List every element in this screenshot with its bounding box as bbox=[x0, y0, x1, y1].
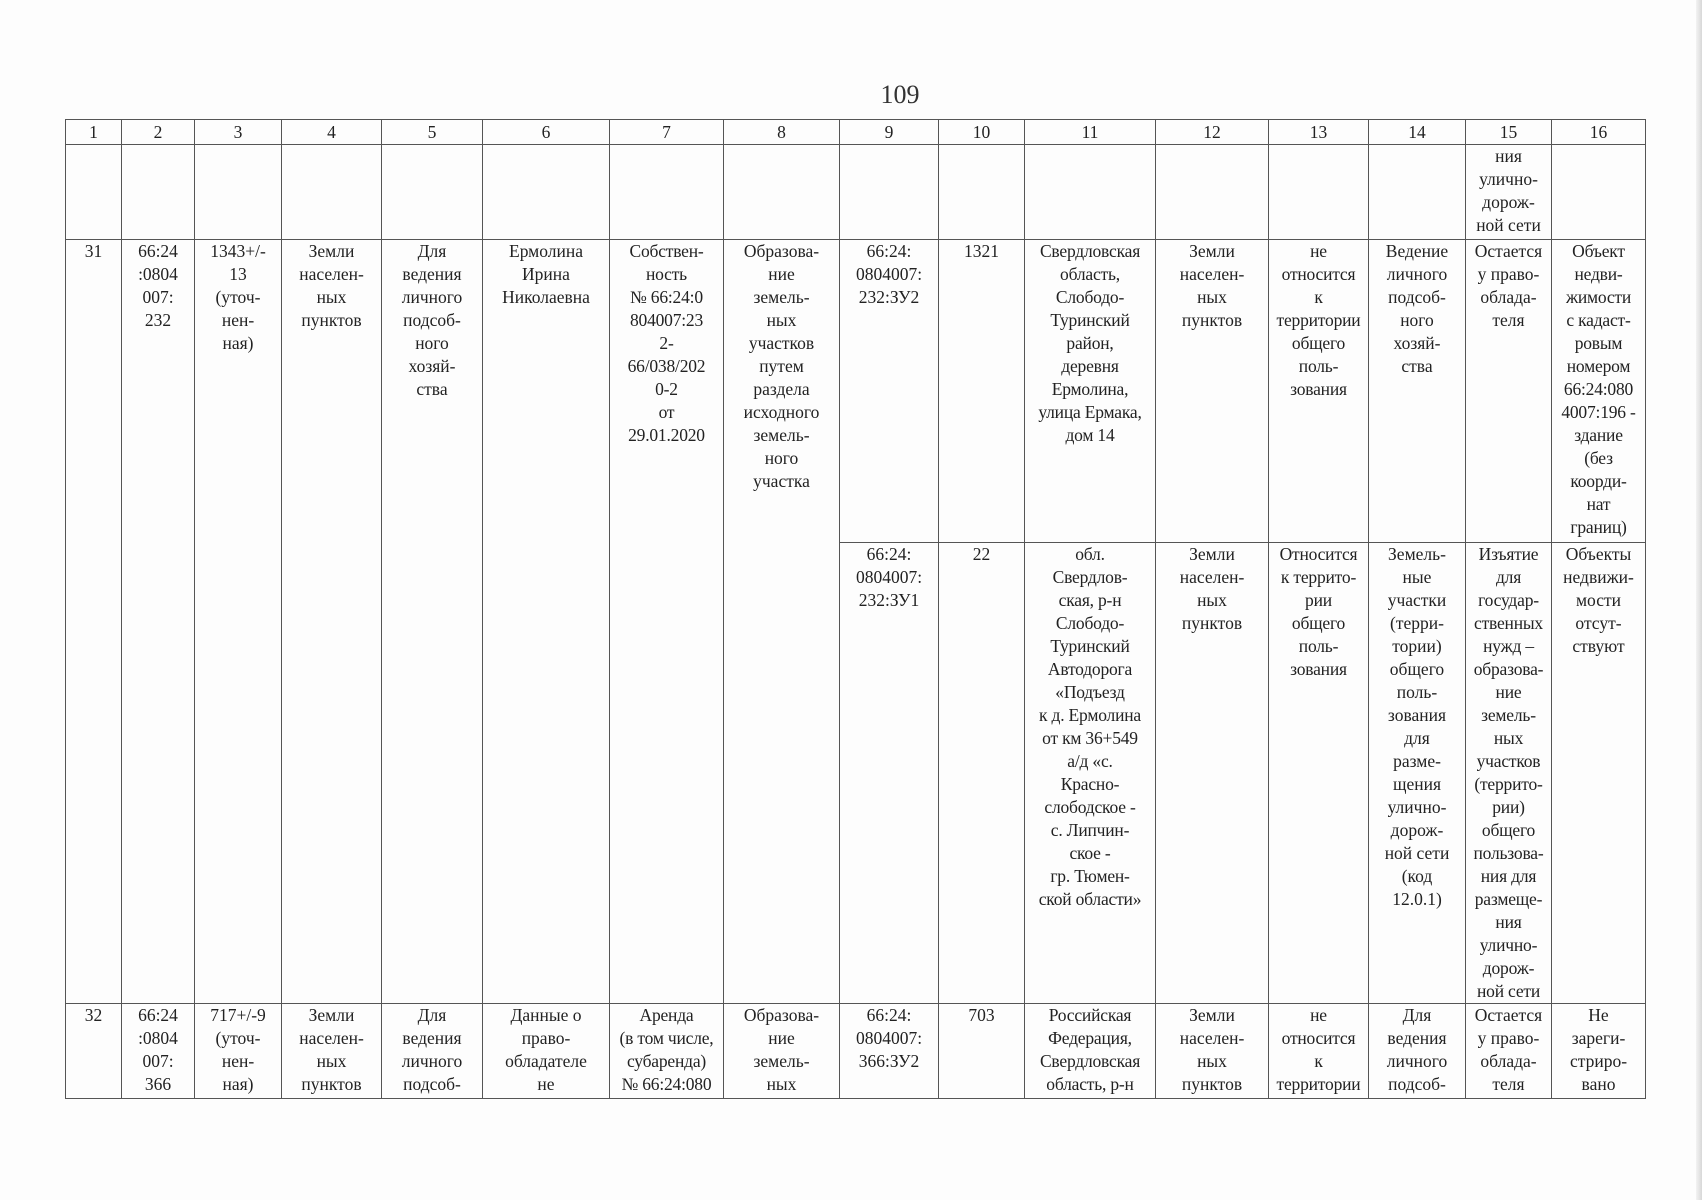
new-land-category: Земли населен- ных пунктов bbox=[1156, 240, 1269, 543]
real-estate-objects: Не зареги- стриро- вано bbox=[1552, 1004, 1646, 1099]
table-cell bbox=[1025, 145, 1156, 240]
column-number: 12 bbox=[1156, 120, 1269, 145]
table-cell bbox=[382, 145, 483, 240]
plot-fate: Изъятие для государ- ственных нужд – образова- ние земель- ных участков (террито- рии) общего пользова- ния для размеще- ния улично- дорож- ной сети bbox=[1466, 543, 1552, 1004]
public-territory-status: не относится к территории bbox=[1269, 1004, 1369, 1099]
permitted-use: Для ведения личного подсоб- ного хозяй- ства bbox=[382, 240, 483, 1004]
right-record: Аренда (в том числе, субаренда) № 66:24:080 bbox=[610, 1004, 724, 1099]
plot-fate: Остается у право- облада- теля bbox=[1466, 240, 1552, 543]
column-number: 7 bbox=[610, 120, 724, 145]
row-number: 32 bbox=[66, 1004, 122, 1099]
address: Российская Федерация, Свердловская область, р-н bbox=[1025, 1004, 1156, 1099]
real-estate-objects: Объект недви- жимости с кадаст- ровым номером 66:24:080 4007:196 - здание (без коорди- нат границ) bbox=[1552, 240, 1646, 543]
column-number-row bbox=[66, 120, 1646, 145]
column-number: 10 bbox=[939, 120, 1025, 145]
table-cell bbox=[840, 145, 939, 240]
new-plot-number: 66:24: 0804007: 366:ЗУ2 bbox=[840, 1004, 939, 1099]
table-cell bbox=[1156, 145, 1269, 240]
right-record: Собствен- ность № 66:24:0 804007:23 2- 66/038/202 0-2 от 29.01.2020 bbox=[610, 240, 724, 1004]
table-row-32 bbox=[66, 1004, 1646, 1099]
column-number: 8 bbox=[724, 120, 840, 145]
column-number: 15 bbox=[1466, 120, 1552, 145]
scan-edge bbox=[1696, 0, 1702, 1200]
row-number: 31 bbox=[66, 240, 122, 1004]
table-cell bbox=[483, 145, 610, 240]
column-number: 2 bbox=[122, 120, 195, 145]
continuation-row bbox=[66, 145, 1646, 240]
column-number: 6 bbox=[483, 120, 610, 145]
new-plot-area: 1321 bbox=[939, 240, 1025, 543]
table-cell bbox=[1552, 145, 1646, 240]
plot-fate: Остается у право- облада- теля bbox=[1466, 1004, 1552, 1099]
new-plot-area: 703 bbox=[939, 1004, 1025, 1099]
formation-method: Образова- ние земель- ных участков путем раздела исходного земель- ного участка bbox=[724, 240, 840, 1004]
column-number: 14 bbox=[1369, 120, 1466, 145]
cadastral-number: 66:24 :0804 007: 232 bbox=[122, 240, 195, 1004]
new-plot-number: 66:24: 0804007: 232:ЗУ2 bbox=[840, 240, 939, 543]
cadastral-number: 66:24 :0804 007: 366 bbox=[122, 1004, 195, 1099]
column-number: 4 bbox=[282, 120, 382, 145]
land-category: Земли населен- ных пунктов bbox=[282, 1004, 382, 1099]
new-land-category: Земли населен- ных пунктов bbox=[1156, 543, 1269, 1004]
real-estate-objects: Объекты недвижи- мости отсут- ствуют bbox=[1552, 543, 1646, 1004]
public-territory-status: не относится к территории общего поль- зования bbox=[1269, 240, 1369, 543]
new-permitted-use: Для ведения личного подсоб- bbox=[1369, 1004, 1466, 1099]
right-holder: Данные о право- обладателе не bbox=[483, 1004, 610, 1099]
table-cell bbox=[610, 145, 724, 240]
table-cell bbox=[195, 145, 282, 240]
new-plot-number: 66:24: 0804007: 232:ЗУ1 bbox=[840, 543, 939, 1004]
column-number: 3 bbox=[195, 120, 282, 145]
new-permitted-use: Ведение личного подсоб- ного хозяй- ства bbox=[1369, 240, 1466, 543]
public-territory-status: Относится к террито- рии общего поль- зования bbox=[1269, 543, 1369, 1004]
new-permitted-use: Земель- ные участки (терри- тории) общего поль- зования для разме- щения улично- дорож- ной сети (код 12.0.1) bbox=[1369, 543, 1466, 1004]
table-cell bbox=[724, 145, 840, 240]
column-number: 1 bbox=[66, 120, 122, 145]
formation-method: Образова- ние земель- ных bbox=[724, 1004, 840, 1099]
new-plot-area: 22 bbox=[939, 543, 1025, 1004]
column-number: 13 bbox=[1269, 120, 1369, 145]
right-holder: Ермолина Ирина Николаевна bbox=[483, 240, 610, 1004]
column-number: 5 bbox=[382, 120, 483, 145]
table-cell bbox=[1369, 145, 1466, 240]
area: 1343+/- 13 (уточ- нен- ная) bbox=[195, 240, 282, 1004]
land-category: Земли населен- ных пунктов bbox=[282, 240, 382, 1004]
land-plots-table bbox=[65, 119, 1646, 1099]
column-number: 11 bbox=[1025, 120, 1156, 145]
address: Свердловская область, Слободо- Туринский район, деревня Ермолина, улица Ермака, дом 14 bbox=[1025, 240, 1156, 543]
table-cell bbox=[282, 145, 382, 240]
table-row-31 bbox=[66, 240, 1646, 543]
new-land-category: Земли населен- ных пунктов bbox=[1156, 1004, 1269, 1099]
area: 717+/-9 (уточ- нен- ная) bbox=[195, 1004, 282, 1099]
table-cell bbox=[122, 145, 195, 240]
table-cell: ния улично- дорож- ной сети bbox=[1466, 145, 1552, 240]
column-number: 16 bbox=[1552, 120, 1646, 145]
page-number: 109 bbox=[880, 80, 920, 109]
table-cell bbox=[1269, 145, 1369, 240]
address: обл. Свердлов- ская, р-н Слободо- Туринский Автодорога «Подъезд к д. Ермолина от км 36+549 а/д «с. Красно- слободское - с. Липчин- ское - гр. Тюмен- ской области» bbox=[1025, 543, 1156, 1004]
table-cell bbox=[66, 145, 122, 240]
column-number: 9 bbox=[840, 120, 939, 145]
permitted-use: Для ведения личного подсоб- bbox=[382, 1004, 483, 1099]
table-cell bbox=[939, 145, 1025, 240]
